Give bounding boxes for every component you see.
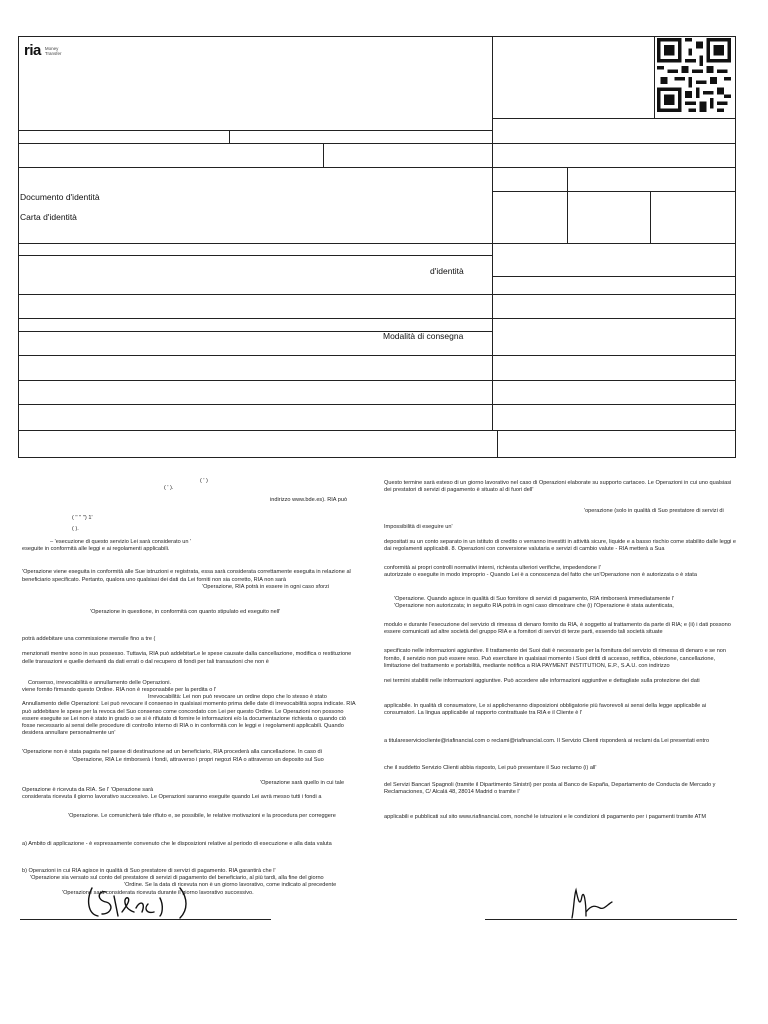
identity-label: d'identità (430, 266, 464, 276)
qr-code (656, 38, 732, 112)
customer-signature-line (20, 919, 271, 920)
form-row-line (18, 167, 736, 168)
form-cell-divider (650, 191, 651, 243)
form-row-line (492, 118, 736, 119)
terms-paragraph: 'Ordine. Se la data di ricevuta non è un giorno lavorativo, come indicato al precedente (124, 882, 337, 889)
terms-paragraph: Impossibilità di eseguire un' (384, 523, 453, 530)
form-cell-divider (229, 130, 230, 143)
id-document-label: Documento d'identità (20, 192, 100, 202)
form-row-line (18, 143, 736, 144)
customer-signature (84, 882, 204, 922)
form-divider-qr (654, 36, 655, 118)
terms-paragraph: specificato nelle informazioni aggiuntive. Il trattamento dei Suoi dati è necessario per la fornitura del servizio di rimessa di denaro e se non fornito, il servizio non può essere reso. Può esercitare in qualsiasi momento i Suoi diritti di accesso, rettifica, obiezione, cancellazione, limitazione del trattamento e portabilità, mediante notifica a RIA PAYMENT INSTITUTION, E.P., S.A.U. con indirizzo (384, 648, 727, 669)
terms-paragraph: 'Operazione sia versato sul conto del prestatore di servizi di pagamento del beneficiario, al più tardi, alla fine del giorno (30, 875, 324, 882)
terms-paragraph: Consenso, irrevocabilità e annullamento delle Operazioni. (28, 679, 172, 686)
form-row-line (18, 294, 736, 295)
form-cell-divider (323, 143, 324, 167)
form-row-line (492, 191, 736, 192)
form-divider-main (492, 36, 493, 430)
terms-paragraph: modulo e durante l'esecuzione del servizio di rimessa di denaro fornito da RIA, è soggetto al trattamento da parte di RIA; e (ii) i dati possono essere comunicati ad altre società del gruppo RIA e a fornitori di servizi di terze parti, essendo tali società situate (384, 622, 731, 636)
form-row-line (18, 355, 736, 356)
form-row-line (18, 255, 492, 256)
terms-paragraph: indirizzo www.bde.es). RIA può (270, 497, 348, 504)
terms-paragraph: Irrevocabilità: Lei non può revocare un ordine dopo che lo stesso è stato (148, 694, 327, 701)
terms-left-column (22, 478, 360, 897)
form-row-line (18, 318, 736, 319)
form-row-line (18, 380, 736, 381)
logo-line-2: Transfer (44, 50, 62, 56)
terms-paragraph: b) Operazioni in cui RIA agisce in qualità di Suo prestatore di servizi di pagamento. RIA garantirà che l' (22, 867, 276, 874)
terms-right-column (384, 480, 738, 822)
terms-paragraph: conformità ai propri controlli normativi interni, richiesta ulteriori verifiche, impedendone l' (384, 565, 601, 572)
ria-logo (24, 42, 61, 59)
terms-paragraph: a titulareserviciocliente@riafinancial.com o reclami@riafinancial.com. Il Servizio Clienti risponderà ai reclami da Lei presentati entro (384, 737, 710, 744)
terms-paragraph: 'Operazione viene eseguita in conformità alle Sue istruzioni e registrata, essa sarà considerata correttamente eseguita in relazione al beneficiario specificato. Pertanto, qualora uno qualsiasi dei dati da Lei forniti non sia corretto, RIA non sarà (22, 569, 351, 583)
terms-paragraph: viene fornito firmando questo Ordine. RIA non è responsabile per la perdita o l' (22, 687, 217, 694)
form-cell-divider (567, 167, 568, 243)
terms-paragraph: 'operazione (solo in qualità di Suo prestatore di servizi di (584, 508, 724, 515)
terms-paragraph: 'Operazione sarà considerata ricevuta durante il giorno lavorativo successivo. (62, 889, 254, 896)
terms-paragraph: 'Operazione non è stata pagata nel paese di destinazione ad un beneficiario, RIA procederà alla cancellazione. In caso di (22, 749, 322, 756)
logo-mark: ria (24, 42, 41, 59)
terms-paragraph: 'Operazione, RIA potrà in essere in ogni caso sforzi (202, 583, 329, 590)
agent-signature (566, 886, 616, 922)
terms-paragraph: 'Operazione in questione, in conformità con quanto stipulato ed eseguito nell' (90, 609, 281, 616)
terms-paragraph: 'Operazione sarà quello in cui tale (260, 779, 345, 786)
form-frame (18, 36, 736, 458)
terms-paragraph: eseguite in conformità alle leggi e ai regolamenti applicabili. (22, 546, 170, 553)
form-row-line (18, 404, 736, 405)
terms-paragraph: 'Operazione. Quando agisce in qualità di Suo fornitore di servizi di pagamento, RIA rimborserà immediatamente l' (394, 595, 675, 602)
form-row-line (18, 430, 736, 431)
terms-paragraph: 'Operazione. Le comunicherà tale rifiuto e, se possibile, le relative motivazioni e la procedura per correggere (68, 813, 336, 820)
terms-paragraph: depositati su un conto separato in un istituto di credito o verranno investiti in attività sicure, liquide e a basso rischio come stabilito dalle leggi e dai regolamenti applicabili. 8. Operazioni con conversione valutaria e servizi di cambio valute - RIA metterà a Sua (384, 538, 736, 553)
terms-paragraph: menzionati mentre sono in suo possesso. Tuttavia, RIA può addebitarLe le spese causate dalla cancellazione, modifica o restituzione delle transazioni e quelle derivanti da dati errati o dal recupero di fondi per tali transazioni che non è (22, 651, 352, 665)
terms-paragraph: potrà addebitare una commissione mensile fino a tre ( (22, 636, 156, 643)
terms-paragraph: 'Operazione non autorizzata; in seguito RIA potrà in ogni caso dimostrare che (i) l'Operazione è stata autenticata, (394, 602, 674, 609)
terms-paragraph: – 'esecuzione di questo servizio Lei sarà considerato un ' (50, 539, 192, 546)
terms-paragraph: del Servizi Bancari Spagnoli (tramite il Dipartimento Sinistri) per posta al Banco de España, Departamento de Conducta de Mercado y Reclamaciones, C/ Alcalá 48, 28014 Madrid o tramite l' (384, 782, 716, 796)
form-row-line (18, 130, 492, 131)
terms-paragraph: a) Ambito di applicazione - è espressamente convenuto che le disposizioni relative al periodo di esecuzione e alla data valuta (22, 840, 332, 847)
terms-paragraph: Operazione è ricevuta da RIA. Se l' 'Operazione sarà (22, 787, 154, 794)
terms-paragraph: ( ' ) (200, 478, 208, 484)
form-row-line (18, 243, 736, 244)
form-cell-divider (497, 430, 498, 458)
terms-paragraph: autorizzate o eseguite in modo improprio - Quando Lei è a conoscenza del fatto che un'Operazione non è autorizzata o è stata (384, 572, 697, 579)
agent-signature-line (485, 919, 737, 920)
terms-paragraph: ( ). (72, 525, 79, 532)
terms-paragraph: Questo termine sarà esteso di un giorno lavorativo nel caso di Operazioni elaborate su supporto cartaceo. Le Operazioni in cui uno qualsiasi dei prestatori di servizi di pagamento è situato al di fuori dell' (384, 480, 732, 494)
terms-paragraph: 'Operazione, RIA Le rimborserà i fondi, attraverso i propri negozi RIA o attraverso un deposito sul Suo (72, 756, 324, 763)
terms-paragraph: nei termini stabiliti nelle informazioni aggiuntive. Può accedere alle informazioni aggiuntive e dettagliate sulla protezione dei dati (384, 678, 700, 685)
terms-paragraph: considerata ricevuta il giorno lavorativo successivo. Le Operazioni saranno eseguite quando Lei avrà messo tutti i fondi a (22, 794, 322, 801)
terms-paragraph: ( '' '' '') 1' (72, 514, 93, 521)
delivery-method-label: Modalità di consegna (383, 331, 464, 341)
form-row-line (492, 276, 736, 277)
terms-paragraph: che il suddetto Servizio Clienti abbia risposto, Lei può presentare il Suo reclamo (i) all' (384, 764, 597, 771)
terms-paragraph: Annullamento delle Operazioni: Lei può revocare il consenso in qualsiasi momento prima delle date di irrevocabilità sopra indicate. RIA può addebitare le spese per la revoca del Suo consenso come concordato con Lei per questo Ordine. Le Operazioni non possono essere eseguite se Lei non è stato in grado o se si è rifiutato di fornire le informazioni e/o la documentazione richiesta o quando ciò fosse necessario ai sensi delle procedure di controllo interno di RIA o in conformità con le leggi e i regolamenti applicabili. Quando desidera annullare personalmente un' (22, 701, 356, 737)
terms-paragraph: applicabili e pubblicati sul sito www.riafinancial.com, nonché le istruzioni e le condizioni di pagamento per i pagamenti tramite ATM (384, 814, 707, 821)
terms-paragraph: applicabile. In qualità di consumatore, Le si applicheranno disposizioni obbligatorie più favorevoli ai sensi della legge applicabile ai consumatori. La lingua applicabile al rapporto contrattuale tra RIA e il Cliente è l' (384, 703, 707, 717)
logo-line-1: Money (44, 45, 59, 51)
id-card-label: Carta d'identità (20, 212, 77, 222)
terms-paragraph: ( ' ). (164, 485, 174, 492)
